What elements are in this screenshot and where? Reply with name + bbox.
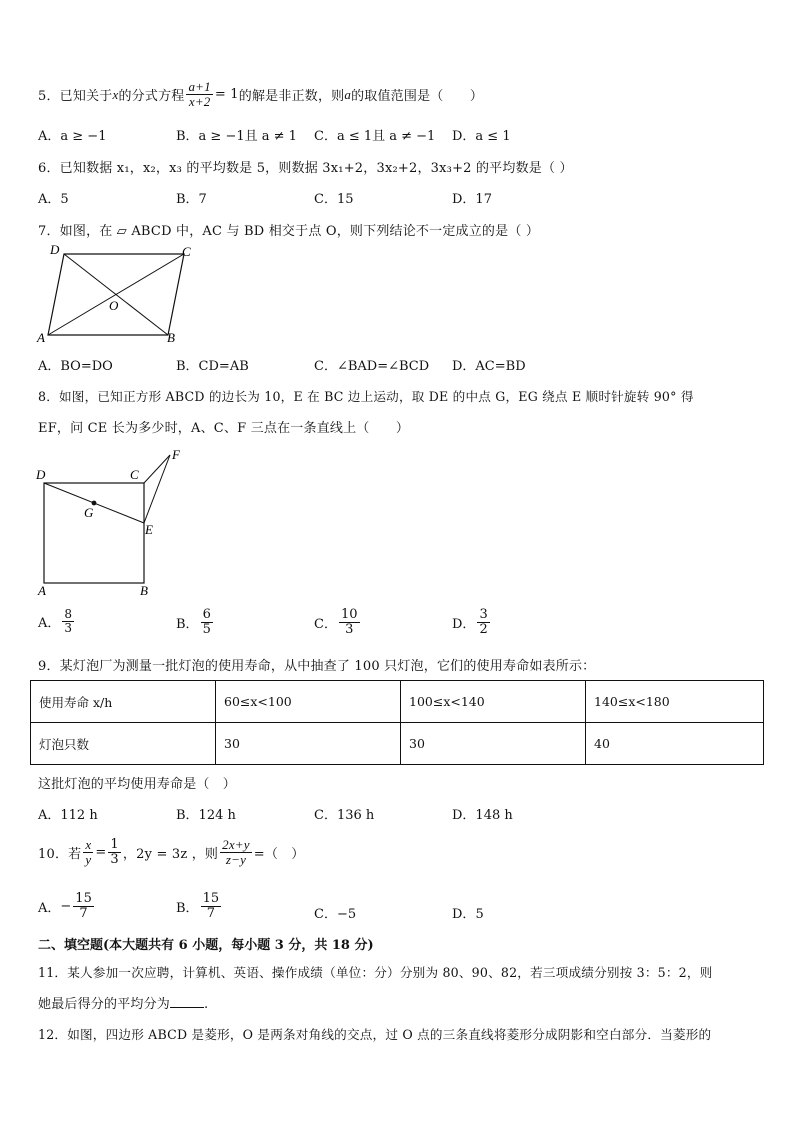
q10-option-a-sign: −: [60, 899, 72, 915]
q7-parallelogram-figure: [36, 242, 206, 347]
q7-label-a: A: [37, 330, 45, 345]
q6-option-c[interactable]: C．15: [314, 192, 354, 207]
q10-option-c[interactable]: [314, 903, 356, 922]
q10-eq1: =: [95, 845, 107, 861]
q10-option-a-letter: A．: [38, 901, 61, 917]
q11-line2-pre: 她最后得分的平均分为: [38, 997, 171, 1012]
q10-frac-one-third: [108, 838, 120, 868]
q8-label-g: G: [84, 505, 94, 520]
q8-label-e: E: [145, 522, 153, 537]
q9-lifetime-table: [30, 680, 764, 765]
q10-stem: [38, 838, 304, 868]
q11-answer-blank[interactable]: [170, 995, 204, 1008]
q9-option-d[interactable]: D．148 h: [452, 808, 513, 823]
q8-stem-line1: 8．如图，已知正方形 ABCD 的边长为 10，E 在 BC 边上运动，取 DE 的中点 G，EG 绕点 E 顺时针旋转 90° 得: [38, 389, 694, 404]
q8-option-b-letter: B．: [176, 617, 199, 633]
q6-option-d[interactable]: D．17: [452, 192, 492, 207]
q8-square-figure: [34, 445, 194, 600]
q6-stem: 6．已知数据 x₁，x₂，x₃ 的平均数是 5，则数据 3x₁+2，3x₂+2，3x₃+2 的平均数是（ ）: [38, 161, 573, 176]
q8-label-b: B: [140, 583, 148, 598]
table-cell: 100≤x<140: [401, 681, 586, 723]
q8-label-c: C: [130, 467, 139, 482]
q8-segment-cf: [144, 455, 170, 483]
q8-option-b-num: 6: [202, 607, 211, 622]
table-cell: 40: [586, 723, 764, 765]
table-cell: 140≤x<180: [586, 681, 764, 723]
q10-f2-den: 3: [110, 852, 119, 868]
q10-option-d-value: 5: [475, 907, 484, 922]
q8-square: [44, 483, 144, 583]
q9-stem: 9．某灯泡厂为测量一批灯泡的使用寿命，从中抽查了 100 只灯泡，它们的使用寿命如表所示：: [38, 659, 596, 674]
q8-label-a: A: [38, 583, 46, 598]
q10-option-a-num: 15: [75, 891, 92, 906]
q8-option-c[interactable]: [314, 608, 362, 638]
q8-option-b-frac: [201, 608, 213, 638]
q7-diagonal-bd: [64, 254, 168, 335]
q8-option-d-letter: D．: [452, 617, 476, 633]
q10-option-c-value: −5: [336, 907, 357, 922]
q10-frac-expression: [220, 838, 252, 868]
q5-fraction: [186, 80, 212, 110]
q10-pre: 10．若: [38, 847, 82, 863]
q7-option-d[interactable]: D．AC=BD: [452, 359, 526, 374]
q7-option-b[interactable]: B．CD=AB: [176, 359, 249, 374]
q5-mid: 的分式方程: [118, 89, 185, 105]
q10-f3-num: 2x+y: [222, 837, 250, 852]
q7-stem: 7．如图，在 ▱ ABCD 中，AC 与 BD 相交于点 O，则下列结论不一定成立的是（ ）: [38, 224, 540, 239]
q8-option-a-frac: [62, 608, 74, 635]
q6-option-a[interactable]: A．5: [38, 192, 69, 207]
q10-option-d[interactable]: [452, 903, 484, 922]
q10-option-a[interactable]: [38, 892, 96, 922]
q10-option-b-num: 15: [202, 891, 220, 906]
q10-frac-x-over-y: [83, 838, 93, 868]
q7-option-a[interactable]: A．BO=DO: [38, 359, 113, 374]
q8-option-a-num: 8: [64, 607, 73, 621]
q5-var-x: x: [112, 86, 119, 102]
q10-option-d-letter: D．: [452, 907, 476, 922]
q5-frac-num: a+1: [188, 79, 211, 94]
q9-option-a[interactable]: A．112 h: [38, 808, 98, 823]
q5-option-d[interactable]: D．a ≤ 1: [452, 129, 511, 144]
q5-var-a: a: [344, 86, 352, 102]
q9-option-b[interactable]: B．124 h: [176, 808, 236, 823]
q8-option-d-den: 2: [479, 622, 488, 638]
q10-option-c-letter: C．: [314, 907, 337, 922]
q11-stem-line2: [38, 993, 208, 1012]
q8-option-c-frac: [339, 608, 360, 638]
q8-option-c-num: 10: [340, 607, 358, 622]
table-cell: 灯泡只数: [31, 723, 216, 765]
q10-option-b[interactable]: [176, 892, 223, 922]
q8-option-b-den: 5: [202, 622, 211, 638]
q5-frac-den: x+2: [188, 94, 211, 110]
q7-label-c: C: [182, 244, 191, 259]
section-heading-fill-in: 二、填空题(本大题共有 6 小题，每小题 3 分，共 18 分): [38, 938, 374, 953]
q11-stem-line1: 11．某人参加一次应聘，计算机、英语、操作成绩（单位：分）分别为 80、90、82，若三项成绩分别按 3：5：2，则: [38, 965, 713, 980]
table-cell: 30: [216, 723, 401, 765]
q6-option-b[interactable]: B．7: [176, 192, 207, 207]
q8-option-a-den: 3: [64, 621, 73, 636]
q8-option-d[interactable]: [452, 608, 492, 638]
q7-option-c[interactable]: C．∠BAD=∠BCD: [314, 359, 430, 374]
q10-f2-num: 1: [110, 837, 119, 852]
q8-segment-ef: [144, 455, 170, 523]
q8-option-a-letter: A．: [38, 616, 61, 632]
q5-stem: [38, 80, 483, 110]
q10-option-b-frac: [201, 892, 222, 922]
q8-label-f: F: [172, 447, 180, 462]
q8-option-d-frac: [477, 608, 489, 638]
q10-option-b-den: 7: [206, 906, 215, 922]
q7-label-d: D: [50, 242, 60, 257]
q5-pre: 5．已知关于: [38, 89, 113, 105]
table-row: [31, 723, 764, 765]
q11-line2-post: .: [204, 997, 209, 1012]
q5-post1: 的解是非正数，则: [238, 89, 345, 105]
q9-question: 这批灯泡的平均使用寿命是（ ）: [38, 777, 237, 792]
q8-option-b[interactable]: [176, 608, 215, 638]
table-cell: 使用寿命 x/h: [31, 681, 216, 723]
table-cell: 30: [401, 723, 586, 765]
q5-option-b[interactable]: B．a ≥ −1且 a ≠ 1: [176, 129, 297, 144]
table-row: [31, 681, 764, 723]
q8-stem-line2: EF，问 CE 长为多少时，A、C、F 三点在一条直线上（ ）: [38, 421, 410, 436]
q10-option-a-frac: [73, 892, 94, 922]
q10-f3-den: z−y: [225, 852, 247, 868]
q10-option-b-letter: B．: [176, 901, 199, 917]
q10-option-a-den: 7: [79, 906, 88, 922]
q10-f1-den: y: [85, 852, 92, 868]
q10-post: =（ ）: [253, 847, 305, 863]
q10-cond: ，2y = 3z ，则: [122, 847, 219, 863]
q8-option-c-den: 3: [345, 622, 354, 638]
q9-option-c[interactable]: C．136 h: [314, 808, 375, 823]
q7-label-o: O: [109, 298, 119, 313]
q5-post2: 的取值范围是（ ）: [351, 89, 484, 105]
q5-option-c[interactable]: C．a ≤ 1且 a ≠ −1: [314, 129, 436, 144]
q5-option-a[interactable]: A．a ≥ −1: [38, 129, 107, 144]
q7-label-b: B: [167, 330, 175, 345]
q8-option-d-num: 3: [479, 607, 488, 622]
q5-eq: = 1: [214, 87, 239, 103]
table-cell: 60≤x<100: [216, 681, 401, 723]
q8-label-d: D: [36, 467, 46, 482]
q10-f1-num: x: [85, 837, 92, 852]
q8-option-a[interactable]: [38, 608, 76, 635]
q8-option-c-letter: C．: [314, 617, 337, 633]
q12-stem-line1: 12．如图，四边形 ABCD 是菱形，O 是两条对角线的交点，过 O 点的三条直线将菱形分成阴影和空白部分．当菱形的: [38, 1027, 712, 1042]
